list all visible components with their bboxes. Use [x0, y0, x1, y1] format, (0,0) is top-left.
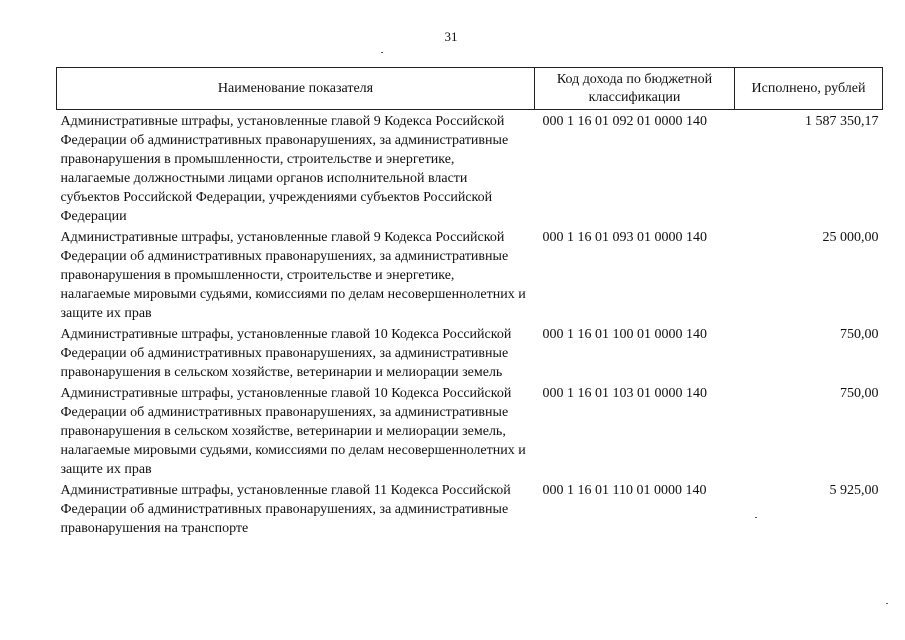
table-row [57, 382, 883, 479]
executed-amount: 5 925,00 [829, 483, 879, 498]
indicator-name: Административные штрафы, установленные главой 10 Кодекса Российской Федерации об административных правонарушениях, за административные правонарушения в сельском хозяйстве, ветеринарии и мелиорации земель, налагаемые мировыми судьями, комиссиями по делам несовершеннолетних и защите их прав [60, 386, 526, 477]
header-executed-amount: Исполнено, рублей [735, 68, 883, 110]
revenue-table [56, 67, 883, 538]
budget-code: 000 1 16 01 093 01 0000 140 [542, 230, 707, 245]
scan-speck [886, 603, 888, 604]
indicator-name: Административные штрафы, установленные главой 11 Кодекса Российской Федерации об административных правонарушениях, за административные правонарушения на транспорте [60, 483, 511, 536]
executed-amount: 1 587 350,17 [805, 114, 879, 129]
table-row [57, 479, 883, 538]
page-number: 31 [444, 29, 458, 44]
executed-amount: 25 000,00 [822, 230, 879, 245]
indicator-name: Административные штрафы, установленные главой 9 Кодекса Российской Федерации об административных правонарушениях, за административные правонарушения в промышленности, строительстве и энергетике, налагаемые мировыми судьями, комиссиями по делам несовершеннолетних и защите их прав [60, 230, 526, 321]
executed-amount: 750,00 [840, 386, 879, 401]
table-row [57, 226, 883, 323]
executed-amount: 750,00 [840, 327, 879, 342]
indicator-name: Административные штрафы, установленные главой 9 Кодекса Российской Федерации об административных правонарушениях, за административные правонарушения в промышленности, строительстве и энергетике, налагаемые должностными лицами органов исполнительной власти субъектов Российской Федерации, учреждениями субъектов Российской Федерации [60, 114, 509, 224]
table-row [57, 110, 883, 227]
scan-speck [381, 52, 383, 53]
budget-code: 000 1 16 01 110 01 0000 140 [542, 483, 707, 498]
budget-code: 000 1 16 01 103 01 0000 140 [542, 386, 707, 401]
table-row [57, 323, 883, 382]
header-indicator-name: Наименование показателя [57, 68, 535, 110]
header-budget-code: Код дохода по бюджетной классификации [535, 68, 735, 110]
indicator-name: Административные штрафы, установленные главой 10 Кодекса Российской Федерации об административных правонарушениях, за административные правонарушения в сельском хозяйстве, ветеринарии и мелиорации земель [60, 327, 512, 380]
budget-code: 000 1 16 01 092 01 0000 140 [542, 114, 707, 129]
budget-code: 000 1 16 01 100 01 0000 140 [542, 327, 707, 342]
table-header-row [57, 68, 883, 110]
